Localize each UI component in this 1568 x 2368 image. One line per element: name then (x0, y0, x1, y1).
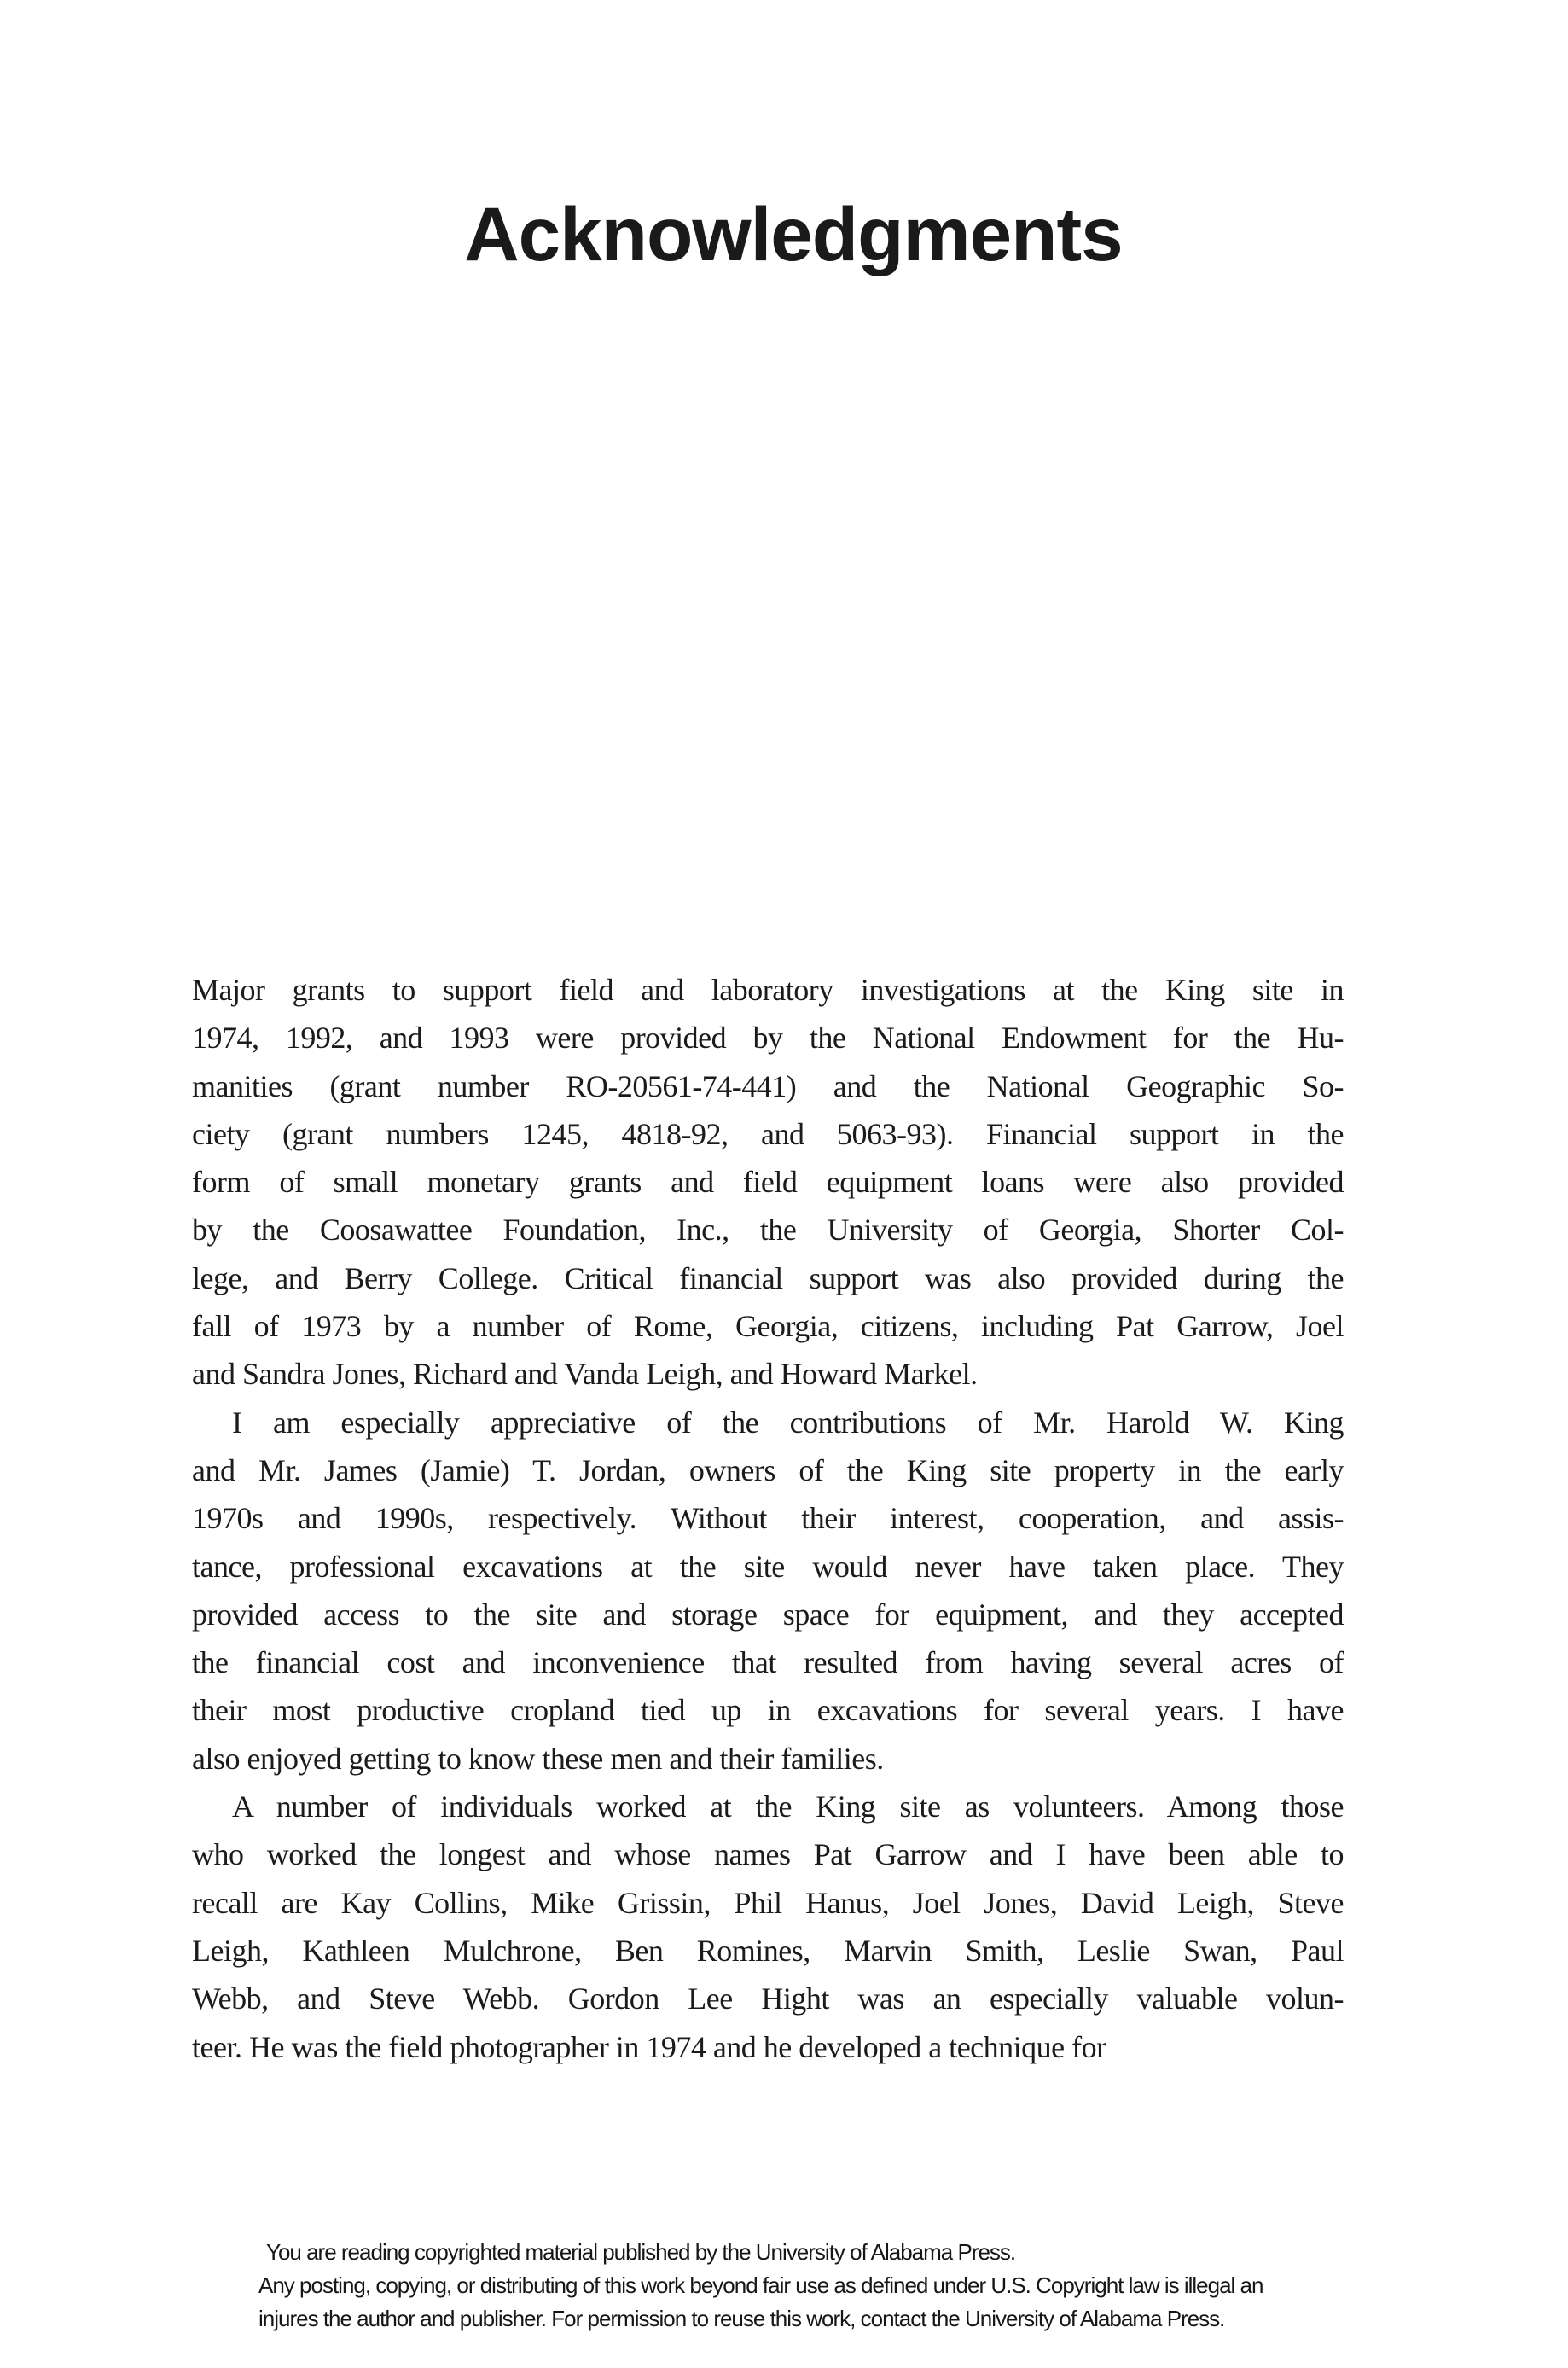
text-line: Webb, and Steve Webb. Gordon Lee Hight was an especially valuable volun- (192, 1981, 1344, 2016)
text-line: who worked the longest and whose names Pat Garrow and I have been able to (192, 1837, 1344, 1872)
text-line: I am especially appreciative of the contributions of Mr. Harold W. King (232, 1405, 1344, 1440)
copyright-line: injures the author and publisher. For permission to reuse this work, contact the University of Alabama Press. (258, 2306, 1225, 2331)
text-line: their most productive cropland tied up in excavations for several years. I have (192, 1693, 1344, 1728)
text-line: also enjoyed getting to know these men and their families. (192, 1741, 884, 1776)
text-line: manities (grant number RO-20561-74-441) and the National Geographic So- (192, 1068, 1344, 1103)
text-line: tance, professional excavations at the site would never have taken place. They (192, 1549, 1344, 1584)
text-line: and Mr. James (Jamie) T. Jordan, owners of the King site property in the early (192, 1452, 1344, 1487)
text-line: 1974, 1992, and 1993 were provided by the National Endowment for the Hu- (192, 1021, 1344, 1056)
text-line: teer. He was the field photographer in 1974 and he developed a technique for (192, 2029, 1106, 2064)
text-line: the financial cost and inconvenience that resulted from having several acres of (192, 1645, 1344, 1680)
text-line: A number of individuals worked at the King site as volunteers. Among those (232, 1789, 1344, 1824)
page-title: Acknowledgments (464, 191, 1123, 276)
body-text (192, 966, 1344, 2071)
paragraph (192, 966, 1344, 1399)
copyright-line: Any posting, copying, or distributing of this work beyond fair use as defined under U.S. Copyright law is illegal an (258, 2272, 1263, 2298)
text-line: lege, and Berry College. Critical financial support was also provided during the (192, 1260, 1344, 1295)
copyright-line: You are reading copyrighted material published by the University of Alabama Press. (266, 2239, 1016, 2265)
text-line: 1970s and 1990s, respectively. Without their interest, cooperation, and assis- (192, 1501, 1344, 1536)
copyright-notice (258, 2236, 1340, 2336)
text-line: ciety (grant numbers 1245, 4818-92, and 5063-93). Financial support in the (192, 1116, 1344, 1151)
text-line: form of small monetary grants and field equipment loans were also provided (192, 1165, 1344, 1200)
text-line: Major grants to support field and laboratory investigations at the King site in (192, 973, 1344, 1007)
text-line: fall of 1973 by a number of Rome, Georgia, citizens, including Pat Garrow, Joel (192, 1309, 1344, 1344)
text-line: Leigh, Kathleen Mulchrone, Ben Romines, Marvin Smith, Leslie Swan, Paul (192, 1933, 1344, 1968)
text-line: by the Coosawattee Foundation, Inc., the University of Georgia, Shorter Col- (192, 1213, 1344, 1248)
text-line: and Sandra Jones, Richard and Vanda Leigh, and Howard Markel. (192, 1357, 978, 1392)
text-line: recall are Kay Collins, Mike Grissin, Phil Hanus, Joel Jones, David Leigh, Steve (192, 1885, 1344, 1920)
paragraph (192, 1783, 1344, 2071)
text-line: provided access to the site and storage space for equipment, and they accepted (192, 1597, 1344, 1632)
paragraph (192, 1399, 1344, 1783)
